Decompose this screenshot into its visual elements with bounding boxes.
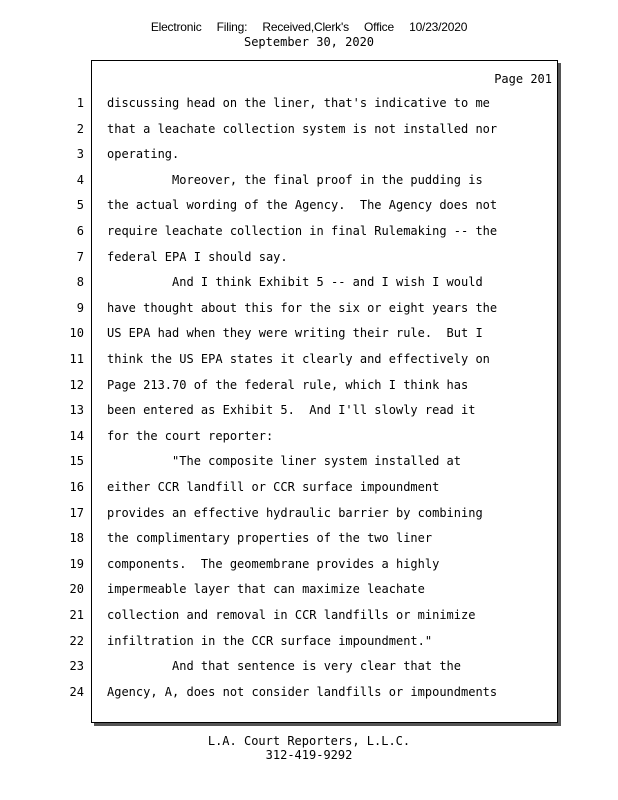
line-number: 18 (69, 531, 84, 545)
line-number: 11 (69, 352, 84, 366)
line-text: Page 213.70 of the federal rule, which I think has (107, 378, 469, 392)
page-number: Page 201 (494, 72, 552, 86)
electronic-filing-stamp (0, 20, 618, 34)
line-number: 19 (69, 557, 84, 571)
line-text: "The composite liner system installed at (107, 454, 462, 468)
filing-word-office: Office (364, 20, 394, 34)
line-text: And I think Exhibit 5 -- and I wish I would (107, 275, 483, 289)
line-text: that a leachate collection system is not installed nor (107, 122, 498, 136)
filing-date: 10/23/2020 (409, 20, 468, 34)
line-number: 23 (69, 659, 84, 673)
line-text: Moreover, the final proof in the pudding is (107, 173, 483, 187)
line-text: discussing head on the liner, that's indicative to me (107, 96, 490, 110)
line-text: Agency, A, does not consider landfills or impoundments (107, 685, 498, 699)
line-text: collection and removal in CCR landfills or minimize (107, 608, 476, 622)
line-text: US EPA had when they were writing their rule. But I (107, 326, 483, 340)
filing-word-filing: Filing: (216, 20, 248, 34)
line-number: 6 (76, 224, 84, 238)
line-number: 16 (69, 480, 84, 494)
line-number: 4 (76, 173, 84, 187)
line-text: for the court reporter: (107, 429, 274, 443)
reporter-company: L.A. Court Reporters, L.L.C. (207, 734, 411, 748)
line-text: been entered as Exhibit 5. And I'll slowly read it (107, 403, 476, 417)
line-number: 21 (69, 608, 84, 622)
line-number: 13 (69, 403, 84, 417)
line-text: components. The geomembrane provides a highly (107, 557, 440, 571)
line-text: infiltration in the CCR surface impoundment." (107, 634, 433, 648)
line-number: 20 (69, 582, 84, 596)
line-number: 7 (76, 250, 84, 264)
line-text: the complimentary properties of the two liner (107, 531, 433, 545)
line-number: 22 (69, 634, 84, 648)
line-number: 17 (69, 506, 84, 520)
line-number: 5 (76, 198, 84, 212)
line-number: 24 (69, 685, 84, 699)
line-text: provides an effective hydraulic barrier by combining (107, 506, 483, 520)
line-number: 3 (76, 147, 84, 161)
line-number: 12 (69, 378, 84, 392)
line-text: either CCR landfill or CCR surface impoundment (107, 480, 440, 494)
line-number: 8 (76, 275, 84, 289)
filing-word-electronic: Electronic (150, 20, 202, 34)
line-text: federal EPA I should say. (107, 250, 288, 264)
line-text: the actual wording of the Agency. The Agency does not (107, 198, 498, 212)
line-text: operating. (107, 147, 180, 161)
line-text: think the US EPA states it clearly and effectively on (107, 352, 490, 366)
line-text: And that sentence is very clear that the (107, 659, 462, 673)
line-number: 10 (69, 326, 84, 340)
line-number: 1 (76, 96, 84, 110)
line-number: 2 (76, 122, 84, 136)
line-text: impermeable layer that can maximize leachate (107, 582, 425, 596)
line-number: 15 (69, 454, 84, 468)
reporter-phone: 312-419-9292 (265, 748, 353, 762)
transcript-date: September 30, 2020 (243, 35, 375, 49)
filing-word-received: Received,Clerk's (262, 20, 349, 34)
line-number: 14 (69, 429, 84, 443)
line-number: 9 (76, 301, 84, 315)
line-text: require leachate collection in final Rulemaking -- the (107, 224, 498, 238)
line-text: have thought about this for the six or eight years the (107, 301, 498, 315)
